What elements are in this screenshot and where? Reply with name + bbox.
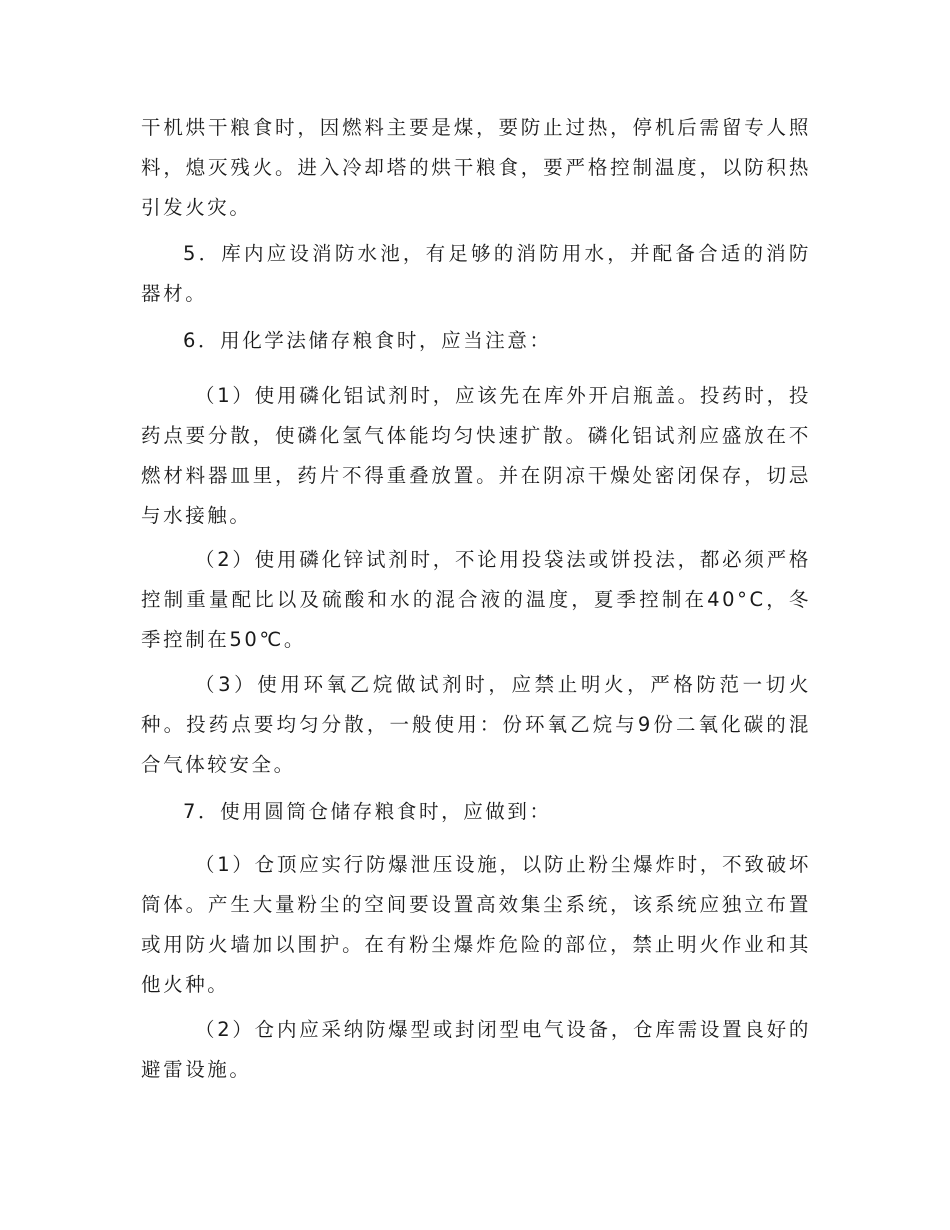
paragraph-item-6-1: （1）使用磷化铝试剂时，应该先在库外开启瓶盖。投药时，投药点要分散，使磷化氢气体能均匀快速扩散。磷化铝试剂应盛放在不燃材料器皿里，药片不得重叠放置。并在阴凉干燥处密闭保存，切忌与水接触。 [141,384,811,527]
paragraph-item-7-2: （2）仓内应采纳防爆型或封闭型电气设备，仓库需设置良好的避雷设施。 [141,1018,811,1081]
paragraph-item-6-2: （2）使用磷化锌试剂时，不论用投袋法或饼投法，都必须严格控制重量配比以及硫酸和水的混合液的温度，夏季控制在40°C，冬季控制在50℃。 [141,548,811,651]
paragraph-item-6-3: （3）使用环氧乙烷做试剂时，应禁止明火，严格防范一切火种。投药点要均匀分散，一般使用：份环氧乙烷与9份二氧化碳的混合气体较安全。 [141,673,811,776]
paragraph-continuation: 干机烘干粮食时，因燃料主要是煤，要防止过热，停机后需留专人照料，熄灭残火。进入冷却塔的烘干粮食，要严格控制温度，以防积热引发火灾。 [141,116,811,219]
paragraph-item-7-1: （1）仓顶应实行防爆泄压设施，以防止粉尘爆炸时，不致破坏筒体。产生大量粉尘的空间要设置高效集尘系统，该系统应独立布置或用防火墙加以围护。在有粉尘爆炸危险的部位，禁止明火作业和其他火种。 [141,853,811,996]
paragraph-item-6: 6．用化学法储存粮食时，应当注意： [183,329,552,352]
paragraph-item-5: 5．库内应设消防水池，有足够的消防用水，并配备合适的消防器材。 [141,242,811,305]
paragraph-item-7: 7．使用圆筒仓储存粮食时，应做到： [183,800,552,823]
